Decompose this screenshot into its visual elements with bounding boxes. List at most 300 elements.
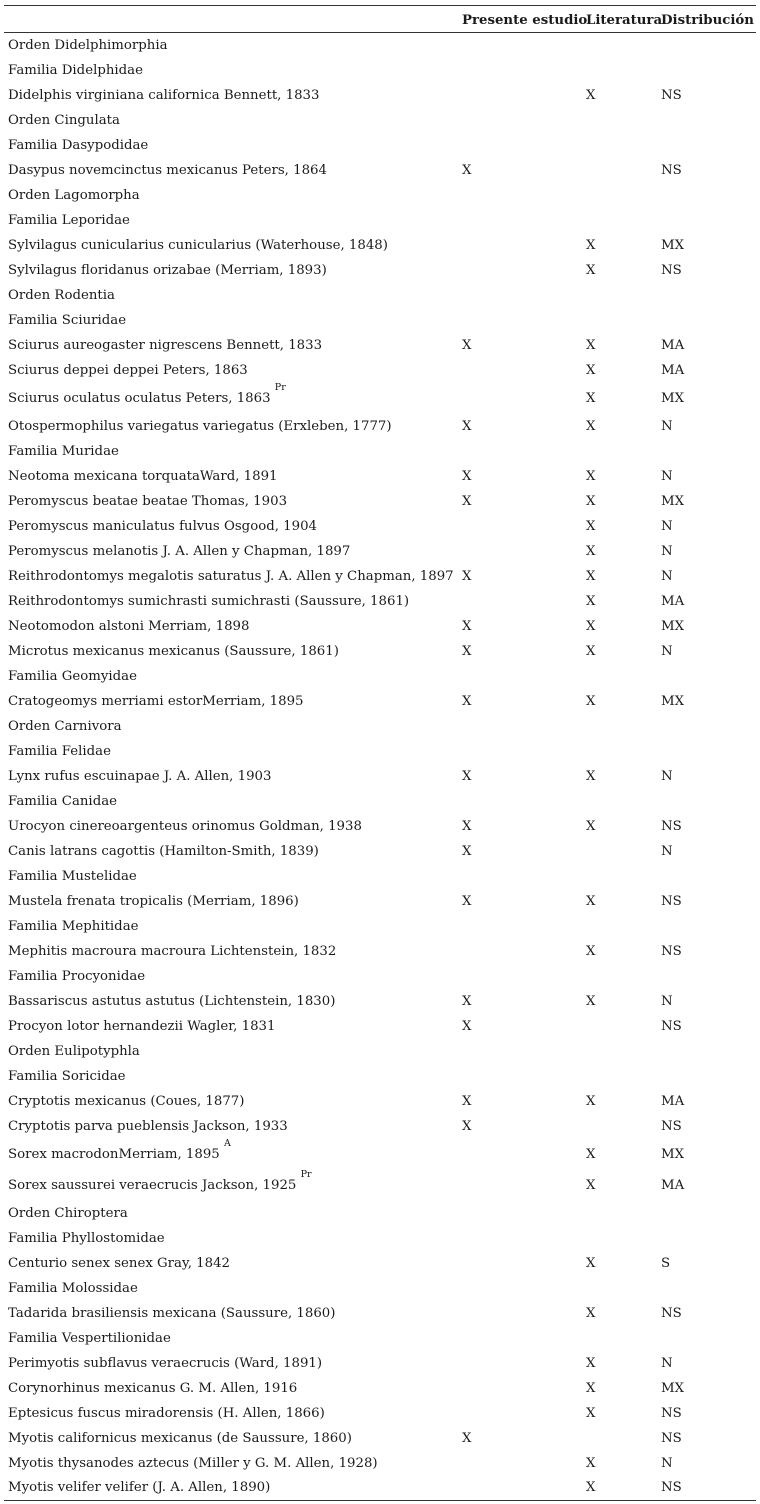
table-row bbox=[4, 233, 756, 258]
distribucion-cell bbox=[659, 283, 756, 308]
distribucion-cell: MA bbox=[661, 1177, 685, 1193]
table-row bbox=[4, 1114, 756, 1139]
taxon-cell bbox=[4, 789, 460, 814]
taxon-name: Cratogeomys merriami estorMerriam, 1895 bbox=[8, 693, 304, 709]
distribucion-cell: MA bbox=[661, 593, 685, 609]
presente-estudio-cell bbox=[460, 739, 584, 764]
taxon-cell bbox=[4, 939, 460, 964]
literatura-cell bbox=[584, 1426, 659, 1451]
presente-estudio-cell bbox=[460, 183, 584, 208]
presente-estudio-cell bbox=[460, 33, 584, 58]
taxon-name: Procyon lotor hernandezii Wagler, 1831 bbox=[8, 1018, 276, 1034]
distribucion-cell: MX bbox=[661, 237, 685, 253]
header-literatura: Literatura bbox=[584, 6, 659, 33]
distribucion-cell: NS bbox=[661, 262, 682, 278]
distribucion-cell: MA bbox=[661, 362, 685, 378]
table-row bbox=[4, 814, 756, 839]
distribucion-cell: N bbox=[661, 843, 673, 859]
literatura-cell: X bbox=[586, 262, 596, 278]
taxon-name: Familia Mephitidae bbox=[8, 918, 139, 934]
table-row bbox=[4, 83, 756, 108]
presente-estudio-cell: X bbox=[462, 993, 472, 1009]
taxon-name: Sylvilagus floridanus orizabae (Merriam, 1893) bbox=[8, 262, 327, 278]
taxon-cell bbox=[4, 414, 460, 439]
taxon-name: Cryptotis parva pueblensis Jackson, 1933 bbox=[8, 1118, 288, 1134]
taxon-cell bbox=[4, 889, 460, 914]
table-row bbox=[4, 208, 756, 233]
literatura-cell: X bbox=[586, 1177, 596, 1193]
table-row bbox=[4, 1201, 756, 1226]
taxon-name: Myotis thysanodes aztecus (Miller y G. M. Allen, 1928) bbox=[8, 1455, 378, 1471]
taxon-name: Familia Soricidae bbox=[8, 1068, 126, 1084]
literatura-cell bbox=[584, 1114, 659, 1139]
distribucion-cell: S bbox=[661, 1255, 671, 1271]
taxon-name: Orden Lagomorpha bbox=[8, 187, 140, 203]
table-row bbox=[4, 614, 756, 639]
taxon-cell bbox=[4, 964, 460, 989]
table-row bbox=[4, 464, 756, 489]
taxon-name: Canis latrans cagottis (Hamilton-Smith, 1839) bbox=[8, 843, 319, 859]
literatura-cell bbox=[584, 283, 659, 308]
literatura-cell: X bbox=[586, 893, 596, 909]
distribucion-cell: N bbox=[661, 1355, 673, 1371]
presente-estudio-cell bbox=[460, 514, 584, 539]
presente-estudio-cell: X bbox=[462, 337, 472, 353]
presente-estudio-cell bbox=[460, 258, 584, 283]
table-row bbox=[4, 1226, 756, 1251]
literatura-cell bbox=[584, 33, 659, 58]
presente-estudio-cell bbox=[460, 1401, 584, 1426]
distribucion-cell bbox=[659, 739, 756, 764]
header-distribucion: Distribución bbox=[659, 6, 756, 33]
taxon-name: Familia Molossidae bbox=[8, 1280, 138, 1296]
taxon-name: Orden Carnivora bbox=[8, 718, 122, 734]
table-row bbox=[4, 889, 756, 914]
taxon-name: Familia Geomyidae bbox=[8, 668, 137, 684]
table-row bbox=[4, 383, 756, 414]
taxon-name: Familia Didelphidae bbox=[8, 62, 143, 78]
taxon-name: Neotoma mexicana torquataWard, 1891 bbox=[8, 468, 278, 484]
distribucion-cell: MX bbox=[661, 1380, 685, 1396]
table-row bbox=[4, 414, 756, 439]
table-row bbox=[4, 1251, 756, 1276]
presente-estudio-cell bbox=[460, 539, 584, 564]
presente-estudio-cell bbox=[460, 1251, 584, 1276]
taxon-name: Myotis californicus mexicanus (de Saussure, 1860) bbox=[8, 1430, 352, 1446]
status-superscript: Pr bbox=[274, 381, 286, 393]
taxon-cell bbox=[4, 439, 460, 464]
presente-estudio-cell bbox=[460, 1064, 584, 1089]
distribucion-cell bbox=[659, 308, 756, 333]
table-row bbox=[4, 839, 756, 864]
presente-estudio-cell: X bbox=[462, 768, 472, 784]
presente-estudio-cell bbox=[460, 1301, 584, 1326]
species-table bbox=[4, 5, 756, 1501]
table-row bbox=[4, 1451, 756, 1476]
presente-estudio-cell bbox=[460, 358, 584, 383]
taxon-name: Sciurus deppei deppei Peters, 1863 bbox=[8, 362, 248, 378]
presente-estudio-cell bbox=[460, 83, 584, 108]
status-superscript: Pr bbox=[300, 1168, 312, 1180]
taxon-name: Familia Canidae bbox=[8, 793, 117, 809]
presente-estudio-cell bbox=[460, 1039, 584, 1064]
presente-estudio-cell bbox=[460, 939, 584, 964]
presente-estudio-cell: X bbox=[462, 618, 472, 634]
distribucion-cell: NS bbox=[661, 1430, 682, 1446]
distribucion-cell: N bbox=[661, 993, 673, 1009]
taxon-cell bbox=[4, 208, 460, 233]
taxon-name: Familia Phyllostomidae bbox=[8, 1230, 165, 1246]
table-row bbox=[4, 914, 756, 939]
presente-estudio-cell bbox=[460, 1201, 584, 1226]
taxon-cell bbox=[4, 1476, 460, 1501]
taxon-cell bbox=[4, 1426, 460, 1451]
taxon-cell bbox=[4, 539, 460, 564]
table-row bbox=[4, 108, 756, 133]
taxon-cell bbox=[4, 1114, 460, 1139]
presente-estudio-cell: X bbox=[462, 843, 472, 859]
distribucion-cell bbox=[659, 964, 756, 989]
table-row bbox=[4, 1476, 756, 1501]
distribucion-cell: MX bbox=[661, 1146, 685, 1162]
literatura-cell: X bbox=[586, 593, 596, 609]
literatura-cell: X bbox=[586, 693, 596, 709]
taxon-cell bbox=[4, 514, 460, 539]
presente-estudio-cell: X bbox=[462, 418, 472, 434]
taxon-cell bbox=[4, 1351, 460, 1376]
distribucion-cell: NS bbox=[661, 162, 682, 178]
table-row bbox=[4, 789, 756, 814]
table-row bbox=[4, 58, 756, 83]
literatura-cell bbox=[584, 1276, 659, 1301]
table-row bbox=[4, 308, 756, 333]
taxon-cell bbox=[4, 133, 460, 158]
taxon-name: Urocyon cinereoargenteus orinomus Goldman, 1938 bbox=[8, 818, 362, 834]
taxon-name: Tadarida brasiliensis mexicana (Saussure, 1860) bbox=[8, 1305, 336, 1321]
presente-estudio-cell: X bbox=[462, 568, 472, 584]
table-row bbox=[4, 989, 756, 1014]
taxon-cell bbox=[4, 33, 460, 58]
table-row bbox=[4, 1351, 756, 1376]
taxon-name: Sylvilagus cunicularius cunicularius (Waterhouse, 1848) bbox=[8, 237, 388, 253]
literatura-cell bbox=[584, 864, 659, 889]
presente-estudio-cell: X bbox=[462, 693, 472, 709]
presente-estudio-cell bbox=[460, 1170, 584, 1201]
taxon-cell bbox=[4, 1276, 460, 1301]
distribucion-cell: NS bbox=[661, 1118, 682, 1134]
literatura-cell: X bbox=[586, 237, 596, 253]
taxon-name: Myotis velifer velifer (J. A. Allen, 1890) bbox=[8, 1480, 271, 1496]
literatura-cell: X bbox=[586, 1255, 596, 1271]
table-row bbox=[4, 1276, 756, 1301]
table-row bbox=[4, 283, 756, 308]
presente-estudio-cell: X bbox=[462, 1018, 472, 1034]
presente-estudio-cell bbox=[460, 914, 584, 939]
literatura-cell: X bbox=[586, 518, 596, 534]
table-row bbox=[4, 1089, 756, 1114]
distribucion-cell: NS bbox=[661, 893, 682, 909]
taxon-name: Centurio senex senex Gray, 1842 bbox=[8, 1255, 231, 1271]
taxon-name: Dasypus novemcinctus mexicanus Peters, 1864 bbox=[8, 162, 327, 178]
table-row bbox=[4, 1326, 756, 1351]
header-taxon bbox=[4, 6, 460, 33]
presente-estudio-cell bbox=[460, 1226, 584, 1251]
distribucion-cell: N bbox=[661, 518, 673, 534]
literatura-cell: X bbox=[586, 568, 596, 584]
taxon-name: Otospermophilus variegatus variegatus (Erxleben, 1777) bbox=[8, 418, 392, 434]
taxon-cell bbox=[4, 1014, 460, 1039]
table-row bbox=[4, 689, 756, 714]
taxon-cell bbox=[4, 308, 460, 333]
taxon-cell bbox=[4, 1201, 460, 1226]
taxon-cell bbox=[4, 1139, 460, 1170]
literatura-cell: X bbox=[586, 390, 596, 406]
taxon-cell bbox=[4, 664, 460, 689]
literatura-cell bbox=[584, 183, 659, 208]
table-row bbox=[4, 639, 756, 664]
table-row bbox=[4, 664, 756, 689]
presente-estudio-cell bbox=[460, 208, 584, 233]
literatura-cell: X bbox=[586, 543, 596, 559]
taxon-cell bbox=[4, 1451, 460, 1476]
literatura-cell: X bbox=[586, 818, 596, 834]
presente-estudio-cell bbox=[460, 58, 584, 83]
literatura-cell bbox=[584, 439, 659, 464]
distribucion-cell: N bbox=[661, 768, 673, 784]
taxon-cell bbox=[4, 1251, 460, 1276]
literatura-cell: X bbox=[586, 1093, 596, 1109]
taxon-cell bbox=[4, 1301, 460, 1326]
table-row bbox=[4, 439, 756, 464]
literatura-cell bbox=[584, 208, 659, 233]
distribucion-cell: MX bbox=[661, 493, 685, 509]
table-row bbox=[4, 358, 756, 383]
taxon-name: Lynx rufus escuinapae J. A. Allen, 1903 bbox=[8, 768, 272, 784]
taxon-name: Mustela frenata tropicalis (Merriam, 1896) bbox=[8, 893, 299, 909]
presente-estudio-cell bbox=[460, 233, 584, 258]
taxon-name: Cryptotis mexicanus (Coues, 1877) bbox=[8, 1093, 245, 1109]
literatura-cell: X bbox=[586, 1455, 596, 1471]
table-row bbox=[4, 514, 756, 539]
presente-estudio-cell bbox=[460, 589, 584, 614]
distribucion-cell bbox=[659, 789, 756, 814]
taxon-name: Eptesicus fuscus miradorensis (H. Allen, 1866) bbox=[8, 1405, 325, 1421]
table-row bbox=[4, 183, 756, 208]
literatura-cell: X bbox=[586, 1355, 596, 1371]
taxon-cell bbox=[4, 464, 460, 489]
distribucion-cell bbox=[659, 1326, 756, 1351]
literatura-cell: X bbox=[586, 993, 596, 1009]
distribucion-cell bbox=[659, 1276, 756, 1301]
taxon-name: Microtus mexicanus mexicanus (Saussure, 1861) bbox=[8, 643, 339, 659]
taxon-cell bbox=[4, 258, 460, 283]
table-row bbox=[4, 714, 756, 739]
presente-estudio-cell: X bbox=[462, 1118, 472, 1134]
taxon-cell bbox=[4, 183, 460, 208]
taxon-cell bbox=[4, 589, 460, 614]
literatura-cell: X bbox=[586, 643, 596, 659]
presente-estudio-cell bbox=[460, 1276, 584, 1301]
literatura-cell bbox=[584, 739, 659, 764]
distribucion-cell bbox=[659, 664, 756, 689]
taxon-name: Familia Muridae bbox=[8, 443, 119, 459]
distribucion-cell bbox=[659, 1039, 756, 1064]
table-row bbox=[4, 1139, 756, 1170]
taxon-name: Sciurus aureogaster nigrescens Bennett, 1833 bbox=[8, 337, 323, 353]
distribucion-cell: NS bbox=[659, 1476, 756, 1501]
literatura-cell bbox=[584, 789, 659, 814]
presente-estudio-cell bbox=[460, 1376, 584, 1401]
taxon-name: Peromyscus beatae beatae Thomas, 1903 bbox=[8, 493, 288, 509]
literatura-cell bbox=[584, 1014, 659, 1039]
taxon-cell bbox=[4, 283, 460, 308]
literatura-cell bbox=[584, 964, 659, 989]
table-header-row bbox=[4, 6, 756, 33]
literatura-cell bbox=[584, 714, 659, 739]
taxon-name: Neotomodon alstoni Merriam, 1898 bbox=[8, 618, 250, 634]
distribucion-cell: N bbox=[661, 468, 673, 484]
distribucion-cell: N bbox=[661, 1455, 673, 1471]
table-row bbox=[4, 539, 756, 564]
taxon-name: Orden Chiroptera bbox=[8, 1205, 128, 1221]
literatura-cell: X bbox=[586, 493, 596, 509]
table-row bbox=[4, 489, 756, 514]
presente-estudio-cell bbox=[460, 1351, 584, 1376]
distribucion-cell: N bbox=[661, 543, 673, 559]
table-row bbox=[4, 739, 756, 764]
literatura-cell bbox=[584, 133, 659, 158]
table-row bbox=[4, 1170, 756, 1201]
presente-estudio-cell bbox=[460, 864, 584, 889]
taxon-cell bbox=[4, 814, 460, 839]
table-row bbox=[4, 864, 756, 889]
literatura-cell bbox=[584, 1326, 659, 1351]
distribucion-cell bbox=[659, 864, 756, 889]
taxon-cell bbox=[4, 739, 460, 764]
taxon-cell bbox=[4, 83, 460, 108]
distribucion-cell bbox=[659, 33, 756, 58]
distribucion-cell: NS bbox=[661, 1305, 682, 1321]
distribucion-cell: NS bbox=[661, 818, 682, 834]
taxon-cell bbox=[4, 989, 460, 1014]
taxon-cell bbox=[4, 764, 460, 789]
taxon-name: Reithrodontomys megalotis saturatus J. A. Allen y Chapman, 1897 bbox=[8, 568, 454, 584]
taxon-cell bbox=[4, 1170, 460, 1201]
presente-estudio-cell bbox=[460, 133, 584, 158]
header-presente-estudio: Presente estudio bbox=[460, 6, 584, 33]
presente-estudio-cell bbox=[460, 383, 584, 414]
distribucion-cell: MA bbox=[661, 337, 685, 353]
status-superscript: A bbox=[224, 1137, 231, 1149]
distribucion-cell bbox=[659, 1201, 756, 1226]
presente-estudio-cell: X bbox=[462, 468, 472, 484]
distribucion-cell bbox=[659, 439, 756, 464]
taxon-name: Bassariscus astutus astutus (Lichtenstein, 1830) bbox=[8, 993, 336, 1009]
literatura-cell bbox=[584, 1226, 659, 1251]
presente-estudio-cell bbox=[460, 714, 584, 739]
presente-estudio-cell bbox=[460, 664, 584, 689]
presente-estudio-cell bbox=[460, 1139, 584, 1170]
distribucion-cell bbox=[659, 58, 756, 83]
table-row bbox=[4, 1426, 756, 1451]
table-body bbox=[4, 33, 756, 1501]
taxon-name: Peromyscus maniculatus fulvus Osgood, 1904 bbox=[8, 518, 318, 534]
table-row bbox=[4, 133, 756, 158]
presente-estudio-cell: X bbox=[462, 1093, 472, 1109]
taxon-name: Corynorhinus mexicanus G. M. Allen, 1916 bbox=[8, 1380, 298, 1396]
taxon-cell bbox=[4, 614, 460, 639]
literatura-cell bbox=[584, 839, 659, 864]
taxon-name: Familia Leporidae bbox=[8, 212, 130, 228]
presente-estudio-cell: X bbox=[462, 893, 472, 909]
literatura-cell bbox=[584, 58, 659, 83]
presente-estudio-cell bbox=[460, 1476, 584, 1501]
taxon-cell bbox=[4, 1326, 460, 1351]
taxon-name: Familia Felidae bbox=[8, 743, 111, 759]
distribucion-cell bbox=[659, 914, 756, 939]
distribucion-cell bbox=[659, 714, 756, 739]
presente-estudio-cell bbox=[460, 964, 584, 989]
taxon-name: Sorex macrodonMerriam, 1895 bbox=[8, 1146, 220, 1162]
taxon-name: Familia Mustelidae bbox=[8, 868, 137, 884]
distribucion-cell: N bbox=[661, 568, 673, 584]
literatura-cell: X bbox=[586, 87, 596, 103]
taxon-name: Orden Rodentia bbox=[8, 287, 115, 303]
distribucion-cell: NS bbox=[661, 1018, 682, 1034]
table-row bbox=[4, 33, 756, 58]
literatura-cell: X bbox=[586, 618, 596, 634]
taxon-cell bbox=[4, 108, 460, 133]
presente-estudio-cell: X bbox=[462, 162, 472, 178]
literatura-cell bbox=[584, 1064, 659, 1089]
presente-estudio-cell: X bbox=[462, 1430, 472, 1446]
taxon-cell bbox=[4, 58, 460, 83]
distribucion-cell: MX bbox=[661, 693, 685, 709]
table-row bbox=[4, 1014, 756, 1039]
distribucion-cell: NS bbox=[661, 1405, 682, 1421]
taxon-cell bbox=[4, 914, 460, 939]
presente-estudio-cell bbox=[460, 108, 584, 133]
distribucion-cell bbox=[659, 208, 756, 233]
taxon-name: Peromyscus melanotis J. A. Allen y Chapman, 1897 bbox=[8, 543, 351, 559]
literatura-cell bbox=[584, 158, 659, 183]
taxon-name: Didelphis virginiana californica Bennett, 1833 bbox=[8, 87, 320, 103]
distribucion-cell bbox=[659, 183, 756, 208]
taxon-cell bbox=[4, 1376, 460, 1401]
taxon-cell bbox=[4, 839, 460, 864]
table-row bbox=[4, 158, 756, 183]
table-row bbox=[4, 1039, 756, 1064]
distribucion-cell: MX bbox=[661, 390, 685, 406]
literatura-cell bbox=[584, 664, 659, 689]
distribucion-cell: NS bbox=[661, 943, 682, 959]
literatura-cell: X bbox=[586, 1405, 596, 1421]
literatura-cell: X bbox=[586, 943, 596, 959]
taxon-cell bbox=[4, 233, 460, 258]
table-row bbox=[4, 1401, 756, 1426]
distribucion-cell: N bbox=[661, 643, 673, 659]
taxon-cell bbox=[4, 689, 460, 714]
taxon-cell bbox=[4, 489, 460, 514]
taxon-cell bbox=[4, 1039, 460, 1064]
literatura-cell bbox=[584, 1039, 659, 1064]
taxon-name: Familia Sciuridae bbox=[8, 312, 127, 328]
presente-estudio-cell: X bbox=[462, 643, 472, 659]
taxon-name: Reithrodontomys sumichrasti sumichrasti (Saussure, 1861) bbox=[8, 593, 410, 609]
taxon-name: Sorex saussurei veraecrucis Jackson, 1925 bbox=[8, 1177, 297, 1193]
taxon-name: Sciurus oculatus oculatus Peters, 1863 bbox=[8, 390, 271, 406]
literatura-cell bbox=[584, 914, 659, 939]
